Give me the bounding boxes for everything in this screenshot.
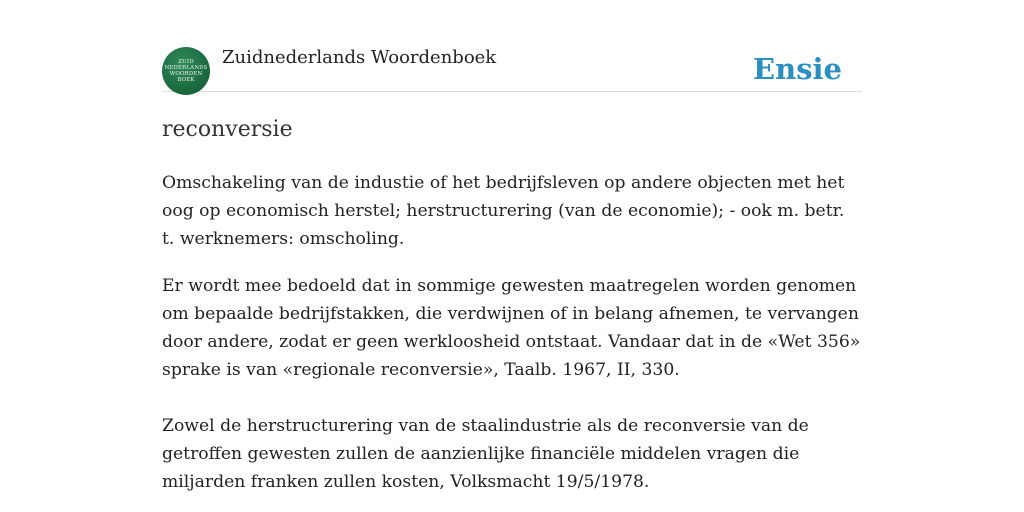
dictionary-title[interactable]: Zuidnederlands Woordenboek (222, 47, 497, 68)
entry-content (162, 169, 862, 496)
logo-text-line-4: BOEK (177, 77, 195, 83)
logo-text-line-3: WOORDEN (169, 71, 203, 77)
logo-text-line-2: NEDERLANDS (164, 65, 208, 71)
woordenboek-logo[interactable] (162, 47, 210, 95)
entry-headword: reconversie (162, 117, 293, 142)
site-header (162, 45, 862, 92)
entry-definition: Omschakeling van de industie of het bedrijfsleven op andere objecten met het oog op economisch herstel; herstructurering (van de economie); - ook m. betr. t. werknemers: omscholing. (162, 173, 845, 249)
logo-text-line-1: ZUID (178, 59, 194, 65)
entry-explanation: Er wordt mee bedoeld dat in sommige gewesten maatregelen worden genomen om bepaalde bedrijfstakken, die verdwijnen of in belang afnemen, te vervangen door andere, zodat er geen werkloosheid ontstaat. Vandaar dat in de «Wet 356» sprake is van «regionale reconversie», Taalb. 1967, II, 330. (162, 276, 861, 380)
ensie-brand-link[interactable]: Ensie (753, 52, 842, 86)
entry-example: Zowel de herstructurering van de staalindustrie als de reconversie van de getroffen gewesten zullen de aanzienlijke financiële middelen vragen die miljarden franken zullen kosten, Volksmacht 19/5/1978. (162, 416, 809, 492)
